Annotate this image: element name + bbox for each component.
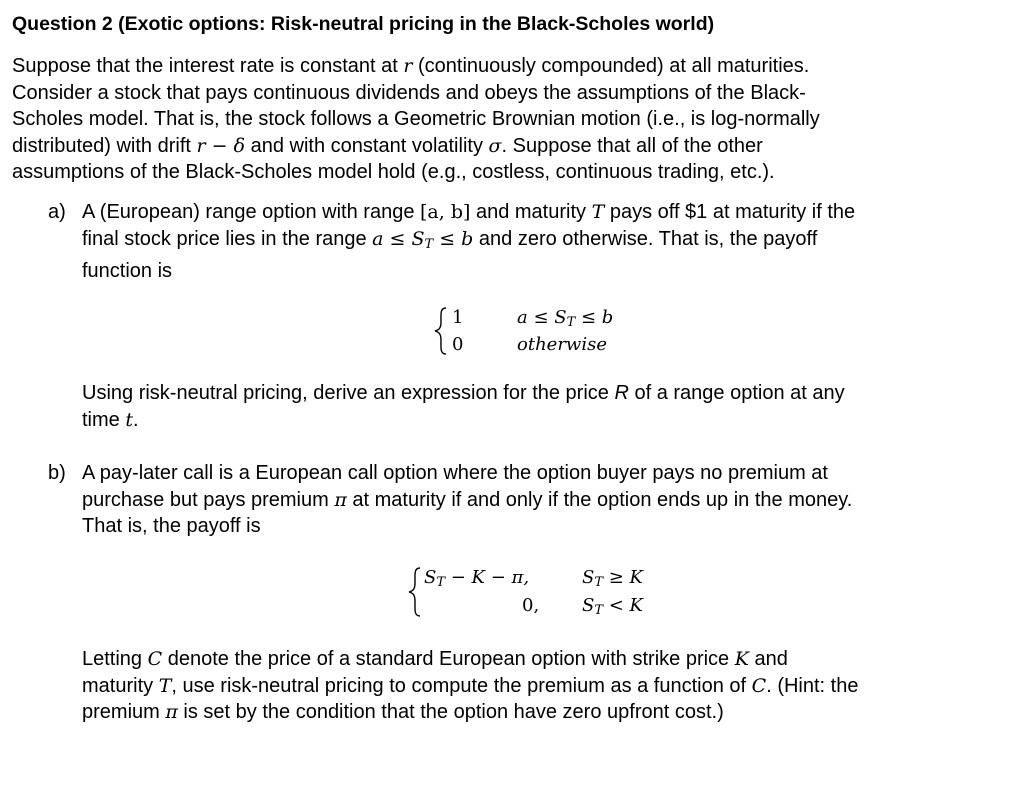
intro-line-1: Suppose that the interest rate is constant at r (continuously compounded) at all maturities. [12,55,810,77]
part-a-label: a) [48,201,66,223]
intro-line-3: Scholes model. That is, the stock follows a Geometric Brownian motion (i.e., is log-normally [12,108,820,131]
payoff-b-condition-1: $S_T \ge K$ [582,567,643,590]
intro-line-2: Consider a stock that pays continuous dividends and obeys the assumptions of the Black- [12,81,806,104]
payoff-a-condition-1: $a \le S_T \le b$ [517,307,614,330]
payoff-b-row-2-value: 0, [522,595,540,616]
part-b-line-2: purchase but pays premium π at maturity if and only if the option ends up in the money. [82,488,853,511]
question-title: Question 2 (Exotic options: Risk-neutral pricing in the Black-Scholes world) [12,13,715,35]
part-a-question-line-1: Using risk-neutral pricing, derive an expression for the price R of a range option at any [82,382,845,404]
intro-line-4: distributed) with drift r − δ and with constant volatility σ. Suppose that all of the other [12,134,763,157]
payoff-a-value-0: 0 [452,334,464,355]
left-brace-icon [432,306,450,356]
part-a-question-line-2: time t. [82,408,139,431]
intro-paragraph [12,53,1002,186]
payoff-b-condition-2: $S_T < K$ [582,595,643,618]
part-b-text [82,460,852,540]
payoff-a-value-1: 1 [452,307,464,328]
payoff-b-row-1-value: $S_T - K - \pi$, [424,567,530,590]
part-a-line-2: final stock price lies in the range $a \le S_T \le b$ and zero otherwise. That is, the payoff [82,227,818,252]
intro-line-5: assumptions of the Black-Scholes model hold (e.g., costless, continuous trading, etc.). [12,161,775,184]
part-b-question-line-3: premium π is set by the condition that the option have zero upfront cost.) [82,701,724,724]
part-b-question [82,646,858,726]
part-a-line-3: function is [82,260,173,283]
part-a-text [82,199,855,285]
part-b-label: b) [48,462,66,484]
left-brace-icon [406,566,424,618]
part-b-line-3: That is, the payoff is [82,515,261,538]
part-b-line-1: A pay-later call is a European call option where the option buyer pays no premium at [82,462,828,484]
part-a-question [82,380,845,433]
part-b-question-line-1: Letting C denote the price of a standard European option with strike price K and [82,648,788,670]
part-b-question-line-2: maturity T, use risk-neutral pricing to compute the premium as a function of C. (Hint: the [82,674,859,697]
part-a-line-1: A (European) range option with range [a, b] and maturity T pays off $1 at maturity if the [82,201,856,223]
payoff-a-condition-0: otherwise [517,334,607,355]
